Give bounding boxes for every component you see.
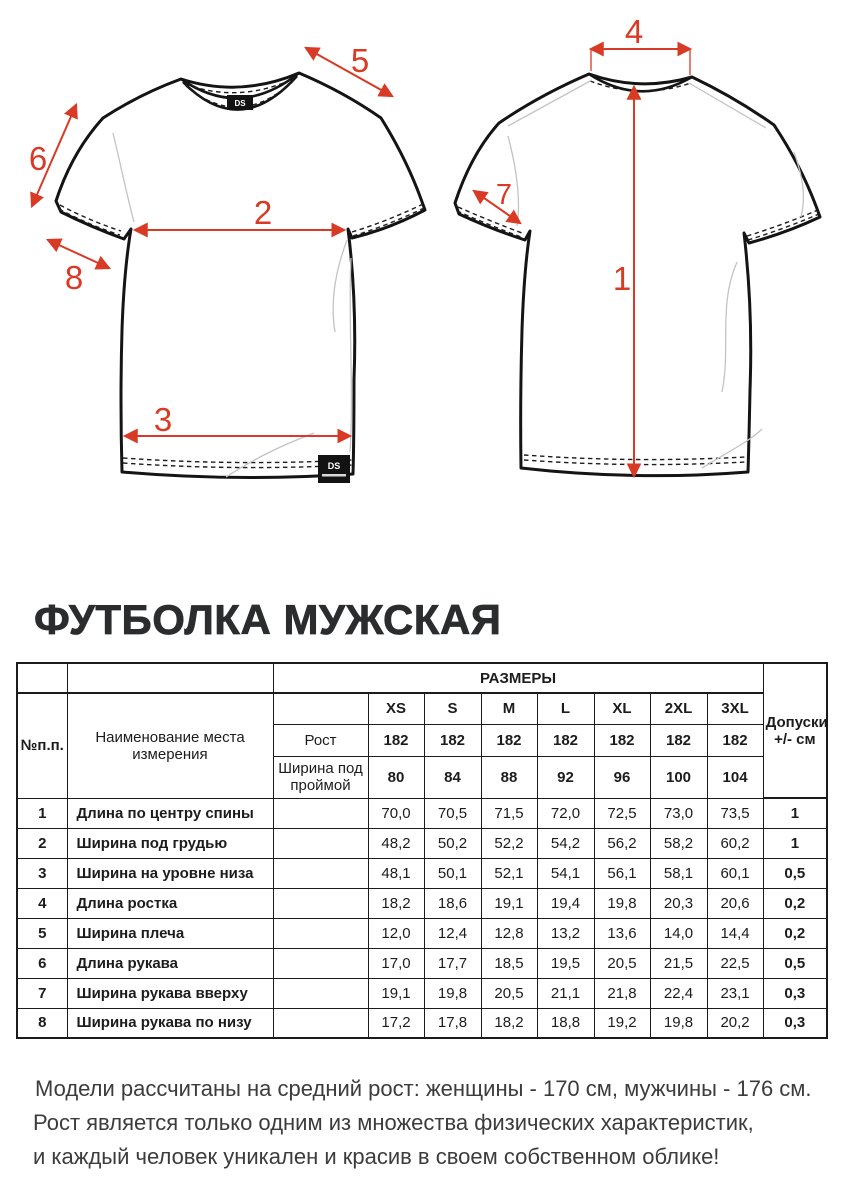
- measurement-value: 19,8: [424, 978, 481, 1008]
- measurement-value: 70,0: [368, 798, 424, 828]
- measurement-value: 19,8: [650, 1008, 707, 1038]
- name-column-header: Наименование места измерения: [67, 693, 273, 798]
- measurement-value: 14,0: [650, 918, 707, 948]
- measurement-value: 12,8: [481, 918, 537, 948]
- measurement-value: 18,6: [424, 888, 481, 918]
- measurement-value: 19,5: [537, 948, 594, 978]
- size-col-header: M: [481, 693, 537, 724]
- measurement-value: 19,4: [537, 888, 594, 918]
- measurement-name: Ширина рукава по низу: [67, 1008, 273, 1038]
- measure-number-1: 1: [612, 260, 632, 297]
- row-number: 3: [17, 858, 67, 888]
- tshirt-measurement-diagram: [0, 0, 841, 578]
- tolerance-value: 0,3: [763, 978, 827, 1008]
- row-number: 7: [17, 978, 67, 1008]
- measurement-value: 73,0: [650, 798, 707, 828]
- measurement-value: 12,0: [368, 918, 424, 948]
- measurement-value: 20,2: [707, 1008, 763, 1038]
- measurement-value: 20,5: [594, 948, 650, 978]
- empty-label-cell: [273, 978, 368, 1008]
- empty-label-cell: [273, 828, 368, 858]
- measurement-value: 18,5: [481, 948, 537, 978]
- tolerance-value: 0,3: [763, 1008, 827, 1038]
- armhole-value: 92: [537, 756, 594, 798]
- size-table: [16, 662, 828, 1039]
- armhole-value: 88: [481, 756, 537, 798]
- corner-empty-num-cell: [17, 663, 67, 693]
- measure-number-6: 6: [28, 140, 48, 177]
- table-row: [17, 918, 827, 948]
- empty-label-cell: [273, 858, 368, 888]
- measurement-value: 50,1: [424, 858, 481, 888]
- armhole-value: 96: [594, 756, 650, 798]
- measurement-value: 72,0: [537, 798, 594, 828]
- measurement-value: 23,1: [707, 978, 763, 1008]
- row-number: 2: [17, 828, 67, 858]
- number-column-header: №п.п.: [17, 693, 67, 798]
- row-number: 4: [17, 888, 67, 918]
- measurement-name: Ширина плеча: [67, 918, 273, 948]
- measurement-value: 58,1: [650, 858, 707, 888]
- measurement-name: Длина рукава: [67, 948, 273, 978]
- armhole-row-label: Ширина под проймой: [273, 756, 368, 798]
- measurement-value: 19,1: [481, 888, 537, 918]
- model-note-line: Рост является только одним из множества физических характеристик,: [33, 1110, 754, 1135]
- measurement-name: Ширина рукава вверху: [67, 978, 273, 1008]
- size-col-header: 2XL: [650, 693, 707, 724]
- tshirt-front-diagram: [29, 42, 425, 483]
- empty-label-cell: [273, 888, 368, 918]
- table-row: [17, 828, 827, 858]
- measurement-value: 58,2: [650, 828, 707, 858]
- measurement-value: 18,2: [481, 1008, 537, 1038]
- measurement-value: 56,1: [594, 858, 650, 888]
- armhole-value: 80: [368, 756, 424, 798]
- empty-label-cell: [273, 798, 368, 828]
- measurement-name: Ширина под грудью: [67, 828, 273, 858]
- tolerance-value: 0,5: [763, 948, 827, 978]
- measure-number-5: 5: [350, 42, 370, 79]
- measurement-value: 54,1: [537, 858, 594, 888]
- measurement-value: 72,5: [594, 798, 650, 828]
- table-row: [17, 978, 827, 1008]
- measurement-name: Длина по центру спины: [67, 798, 273, 828]
- row-number: 6: [17, 948, 67, 978]
- empty-label-cell: [273, 948, 368, 978]
- measurement-value: 21,5: [650, 948, 707, 978]
- empty-label-cell: [273, 1008, 368, 1038]
- page-title: ФУТБОЛКА МУЖСКАЯ: [34, 596, 502, 643]
- model-note: [33, 1072, 833, 1174]
- measurement-value: 21,1: [537, 978, 594, 1008]
- size-col-header: XL: [594, 693, 650, 724]
- growth-value: 182: [368, 724, 424, 756]
- measurement-value: 19,2: [594, 1008, 650, 1038]
- measurement-value: 73,5: [707, 798, 763, 828]
- measurement-value: 19,1: [368, 978, 424, 1008]
- tolerance-value: 1: [763, 798, 827, 828]
- tolerance-value: 0,2: [763, 888, 827, 918]
- measurement-value: 20,6: [707, 888, 763, 918]
- measurement-value: 52,2: [481, 828, 537, 858]
- measurement-name: Ширина на уровне низа: [67, 858, 273, 888]
- empty-label-cell: [273, 918, 368, 948]
- measurement-value: 60,2: [707, 828, 763, 858]
- model-note-line: и каждый человек уникален и красив в своем собственном облике!: [33, 1144, 720, 1169]
- measurement-value: 52,1: [481, 858, 537, 888]
- measurement-value: 14,4: [707, 918, 763, 948]
- sizes-header-cell: РАЗМЕРЫ: [273, 663, 763, 693]
- measurement-value: 18,8: [537, 1008, 594, 1038]
- hem-brand-label-text: DS: [327, 461, 341, 471]
- table-row: [17, 858, 827, 888]
- measurement-value: 22,5: [707, 948, 763, 978]
- tolerance-header-cell: Допуски +/- см: [763, 663, 827, 798]
- armhole-value: 84: [424, 756, 481, 798]
- tshirt-back-diagram: [455, 13, 820, 476]
- measurement-value: 71,5: [481, 798, 537, 828]
- tshirt-front-outline: [56, 73, 425, 478]
- growth-row-label: Рост: [273, 724, 368, 756]
- size-col-header: L: [537, 693, 594, 724]
- measurement-value: 17,8: [424, 1008, 481, 1038]
- size-col-header: S: [424, 693, 481, 724]
- growth-value: 182: [650, 724, 707, 756]
- measurement-value: 20,3: [650, 888, 707, 918]
- measurement-value: 12,4: [424, 918, 481, 948]
- tolerance-value: 0,2: [763, 918, 827, 948]
- measurement-value: 18,2: [368, 888, 424, 918]
- size-col-header: 3XL: [707, 693, 763, 724]
- row-number: 1: [17, 798, 67, 828]
- measurement-value: 70,5: [424, 798, 481, 828]
- measurement-value: 48,1: [368, 858, 424, 888]
- table-row: [17, 948, 827, 978]
- growth-value: 182: [424, 724, 481, 756]
- measurement-value: 20,5: [481, 978, 537, 1008]
- tolerance-value: 0,5: [763, 858, 827, 888]
- measure-number-8: 8: [64, 259, 84, 296]
- measure-number-4: 4: [624, 13, 644, 50]
- measure-number-7: 7: [495, 179, 513, 211]
- armhole-value: 100: [650, 756, 707, 798]
- measure-number-3: 3: [153, 401, 173, 438]
- measurement-value: 13,2: [537, 918, 594, 948]
- measurement-value: 56,2: [594, 828, 650, 858]
- measure-number-2: 2: [253, 194, 273, 231]
- measurement-name: Длина ростка: [67, 888, 273, 918]
- measurement-value: 21,8: [594, 978, 650, 1008]
- growth-value: 182: [707, 724, 763, 756]
- neck-brand-label-text: DS: [234, 99, 246, 108]
- measurement-value: 13,6: [594, 918, 650, 948]
- measurement-value: 17,7: [424, 948, 481, 978]
- measurement-value: 48,2: [368, 828, 424, 858]
- measurement-value: 19,8: [594, 888, 650, 918]
- measurement-value: 54,2: [537, 828, 594, 858]
- corner-empty-name-cell: [67, 663, 273, 693]
- tolerance-value: 1: [763, 828, 827, 858]
- tshirt-back-outline: [455, 74, 820, 476]
- table-row: [17, 888, 827, 918]
- row-number: 8: [17, 1008, 67, 1038]
- growth-value: 182: [594, 724, 650, 756]
- measurement-value: 22,4: [650, 978, 707, 1008]
- table-row: [17, 1008, 827, 1038]
- measurement-value: 17,2: [368, 1008, 424, 1038]
- measurement-value: 17,0: [368, 948, 424, 978]
- empty-label-cell: [273, 693, 368, 724]
- size-col-header: XS: [368, 693, 424, 724]
- armhole-value: 104: [707, 756, 763, 798]
- table-row: [17, 798, 827, 828]
- growth-value: 182: [481, 724, 537, 756]
- measurement-value: 60,1: [707, 858, 763, 888]
- row-number: 5: [17, 918, 67, 948]
- model-note-line: Модели рассчитаны на средний рост: женщины - 170 см, мужчины - 176 см.: [35, 1076, 812, 1101]
- measurement-value: 50,2: [424, 828, 481, 858]
- hem-brand-label-smallprint: [322, 474, 346, 477]
- growth-value: 182: [537, 724, 594, 756]
